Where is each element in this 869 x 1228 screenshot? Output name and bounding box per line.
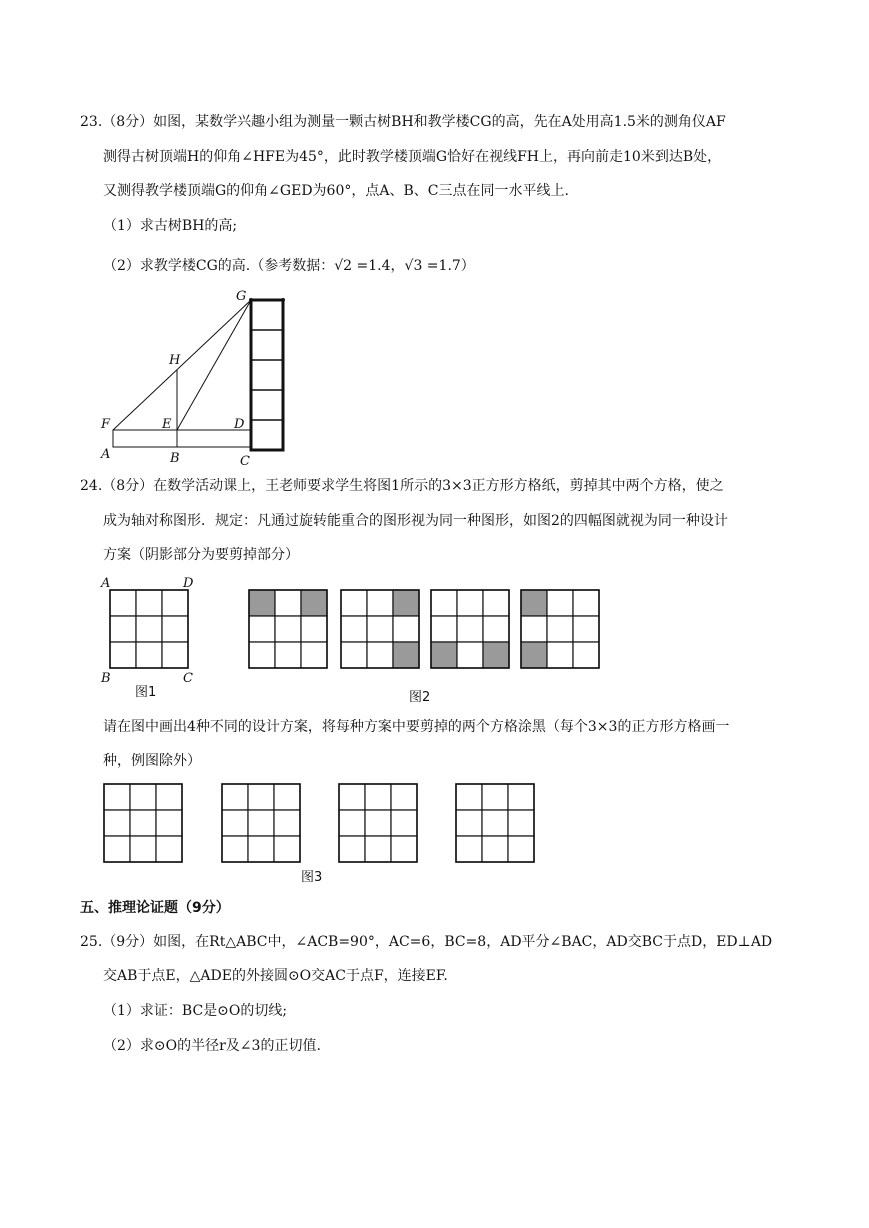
grid-cell: [456, 784, 482, 810]
label-c: C: [240, 454, 250, 469]
grid-cell: [104, 810, 130, 836]
grid-cell: [339, 836, 365, 862]
fig1-label-a: A: [101, 576, 111, 591]
q24-line-5: 种，例图除外）: [103, 753, 201, 769]
label-a: A: [101, 447, 111, 462]
grid-cell: [104, 784, 130, 810]
grid-cell: [248, 836, 274, 862]
q23-line-3: 又测得教学楼顶端G的仰角∠GED为60°，点A、B、C三点在同一水平线上.: [103, 183, 569, 199]
grid-cell: [248, 810, 274, 836]
grid-cell: [391, 836, 417, 862]
label-b: B: [170, 451, 180, 466]
q24-line-2: 成为轴对称图形．规定：凡通过旋转能重合的图形视为同一种图形，如图2的四幅图就视为同一种设计: [103, 513, 728, 529]
grid-cell: [130, 836, 156, 862]
q23-subquestion-1: （1）求古树BH的高;: [103, 218, 238, 234]
fig2-caption: 图2: [409, 690, 431, 705]
section-5-title: 五、推理论证题（9分）: [80, 900, 230, 916]
grid-cell: [391, 810, 417, 836]
fig3-grids: [104, 784, 534, 862]
grid-cell: [482, 810, 508, 836]
q25-subquestion-2: （2）求⊙O的半径r及∠3的正切值.: [103, 1038, 321, 1054]
grid-cell: [456, 836, 482, 862]
grid-cell: [482, 784, 508, 810]
grid-cell: [156, 784, 182, 810]
q23-line-1: 23.（8分）如图，某数学兴趣小组为测量一颗古树BH和教学楼CG的高，先在A处用高1.5米的测角仪AF: [80, 114, 726, 130]
label-d: D: [234, 417, 245, 432]
fig1-label-d: D: [183, 576, 194, 591]
grid-cell: [274, 784, 300, 810]
q25-line-1: 25.（9分）如图，在Rt△ABC中，∠ACB=90°，AC=6，BC=8，AD平分∠BAC，AD交BC于点D，ED⊥AD: [80, 934, 773, 950]
fig3-grid-1: [104, 784, 182, 862]
grid-cell: [222, 784, 248, 810]
grid-cell: [339, 810, 365, 836]
grid-cell: [248, 784, 274, 810]
grid-cell: [104, 836, 130, 862]
grid-cell: [339, 784, 365, 810]
grid-cell: [222, 810, 248, 836]
q23-subquestion-2: （2）求教学楼CG的高.（参考数据：√2 =1.4，√3 =1.7）: [103, 258, 475, 274]
fig3-caption: 图3: [301, 870, 323, 885]
fig3-grid-3: [339, 784, 417, 862]
grid-cell: [156, 836, 182, 862]
q23-line-2: 测得古树顶端H的仰角∠HFE为45°，此时教学楼顶端G恰好在视线FH上，再向前走10米到达B处，: [103, 149, 722, 165]
q24-line-3: 方案（阴影部分为要剪掉部分）: [103, 547, 299, 563]
q25-subquestion-1: （1）求证：BC是⊙O的切线;: [103, 1003, 288, 1019]
q24-line-1: 24.（8分）在数学活动课上，王老师要求学生将图1所示的3×3正方形方格纸，剪掉其中两个方格，使之: [80, 478, 724, 494]
grid-cell: [482, 836, 508, 862]
label-f: F: [101, 417, 111, 432]
label-g: G: [236, 289, 247, 304]
grid-cell: [222, 836, 248, 862]
grid-cell: [274, 810, 300, 836]
grid-cell: [156, 810, 182, 836]
grid-cell: [508, 836, 534, 862]
label-h: H: [169, 353, 181, 368]
grid-cell: [391, 784, 417, 810]
fig3-grid-2: [222, 784, 300, 862]
grid-cell: [130, 784, 156, 810]
fig1-label-b: B: [101, 671, 111, 686]
grid-cell: [130, 810, 156, 836]
q24-line-4: 请在图中画出4种不同的设计方案，将每种方案中要剪掉的两个方格涂黑（每个3×3的正方形方格画一: [103, 719, 730, 735]
grid-cell: [365, 836, 391, 862]
grid-cell: [365, 784, 391, 810]
grid-cell: [508, 784, 534, 810]
grid-cell: [365, 810, 391, 836]
fig1-label-c: C: [183, 671, 193, 686]
grid-cell: [274, 836, 300, 862]
q25-line-2: 交AB于点E，△ADE的外接圆⊙O交AC于点F，连接EF.: [103, 968, 448, 984]
grid-cell: [508, 810, 534, 836]
fig3-grid-4: [456, 784, 534, 862]
label-e: E: [162, 417, 172, 432]
grid-cell: [456, 810, 482, 836]
fig1-caption: 图1: [135, 685, 157, 700]
